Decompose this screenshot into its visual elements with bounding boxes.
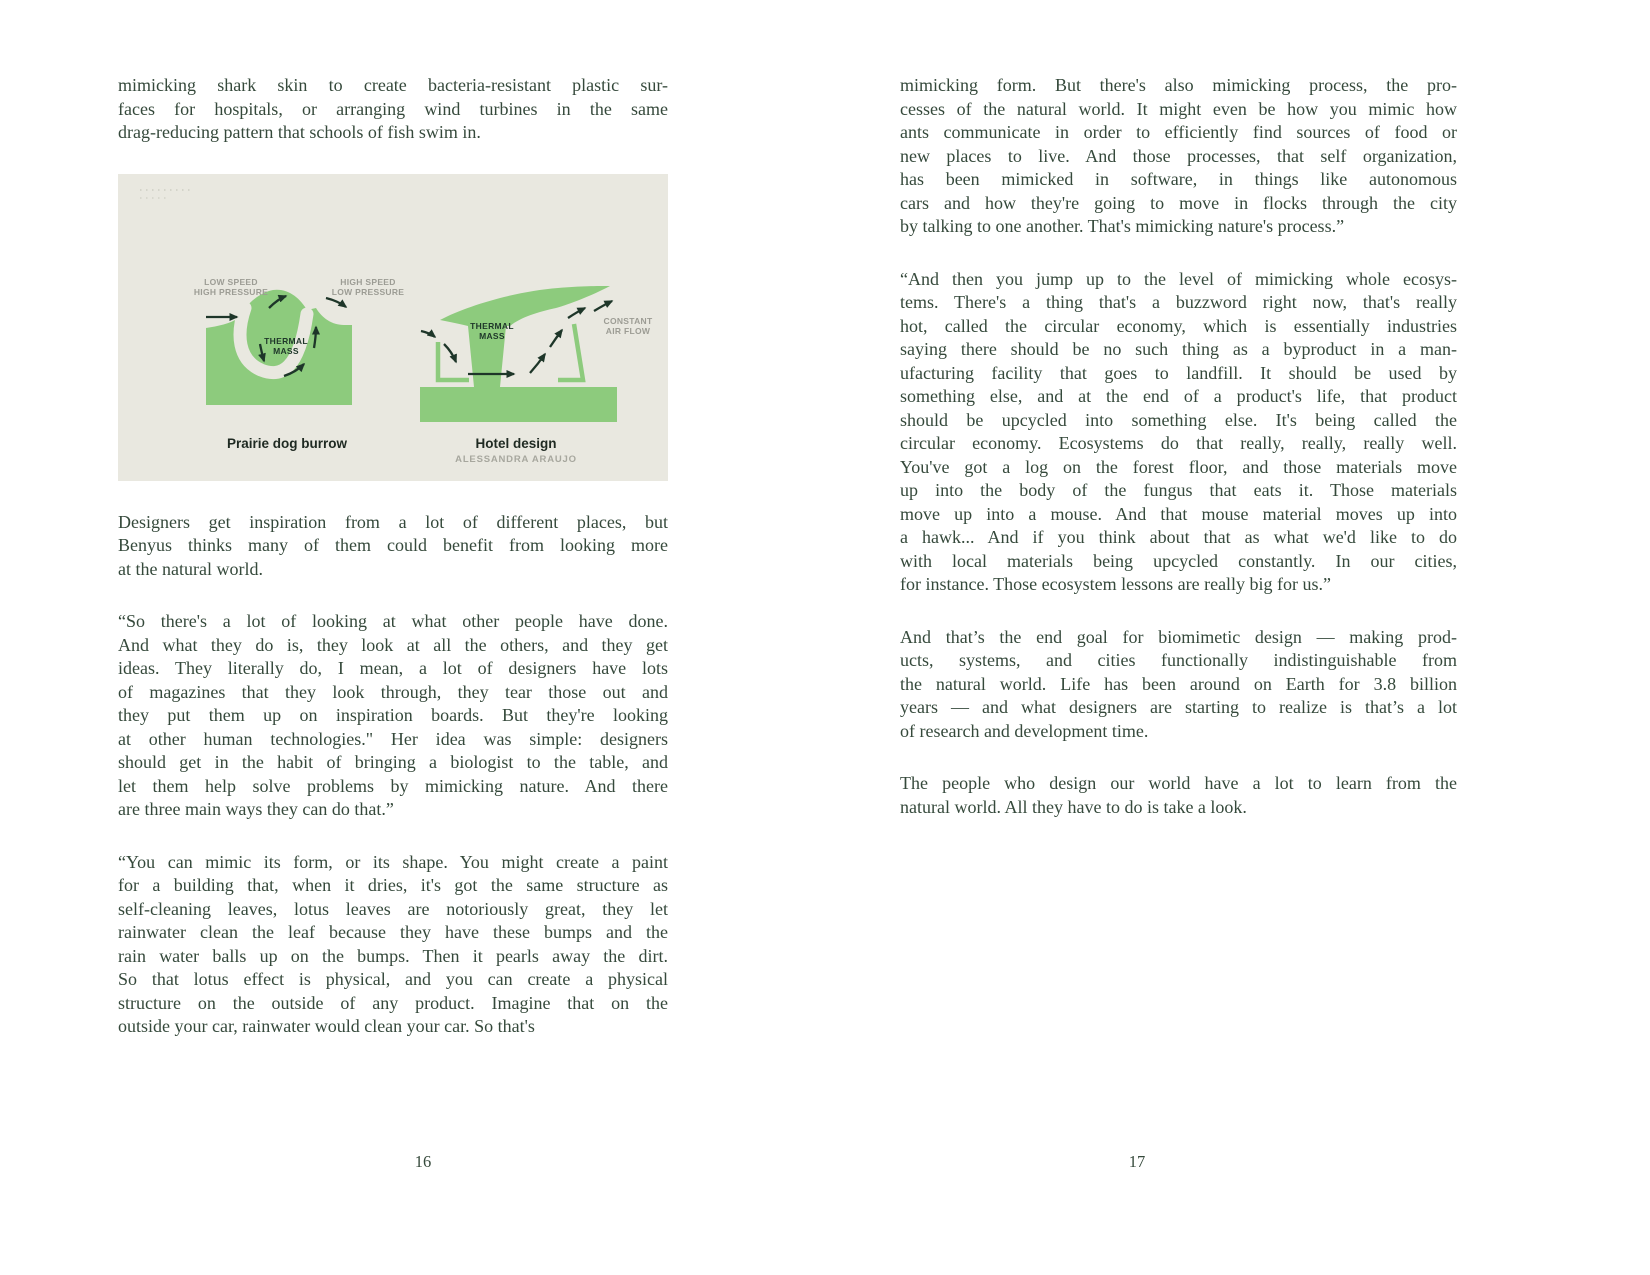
text-line: at the natural world. — [118, 558, 263, 579]
text-line: “You can mimic its form, or its shape. You might create a paint — [118, 851, 668, 872]
text-line: mimicking shark skin to create bacteria-resistant plastic sur- — [118, 75, 668, 95]
high-speed-label-line1: HIGH SPEED — [340, 276, 396, 287]
text-line: cesses of the natural world. It might even be how you mimic how — [900, 98, 1457, 119]
prairie-dog-hotel-diagram — [118, 174, 668, 481]
text-line: circular economy. Ecosystems do that really, really, really well. — [900, 433, 1457, 453]
text-line: ants communicate in order to efficiently find sources of food or — [900, 122, 1457, 142]
paragraph — [118, 74, 668, 145]
text-line: of magazines that they look through, they tear those out and — [118, 681, 668, 702]
text-line: Designers get inspiration from a lot of different places, but — [118, 511, 668, 532]
text-line: saying there should be no such thing as a byproduct in a man- — [900, 339, 1457, 359]
paragraph — [900, 74, 1457, 239]
text-line: Benyus thinks many of them could benefit from looking more — [118, 535, 668, 555]
text-line: with local materials being upcycled constantly. In our cities, — [900, 550, 1457, 571]
text-line: should be upcycled into something else. It's being called the — [900, 409, 1457, 430]
text-line: The people who design our world have a lot to learn from the — [900, 773, 1457, 793]
text-line: faces for hospitals, or arranging wind turbines in the same — [118, 98, 668, 119]
hotel-left-wall — [438, 342, 469, 380]
illustrator-credit: ALESSANDRA ARAUJO — [455, 453, 577, 465]
text-line: mimicking form. But there's also mimicking process, the pro- — [900, 75, 1457, 95]
text-line: rain water balls up on the bumps. Then it pearls away the dirt. — [118, 945, 668, 966]
low-speed-label-line2: HIGH PRESSURE — [193, 286, 269, 297]
text-line: they put them up on inspiration boards. But they're looking — [118, 705, 668, 725]
constant-air-flow-label-line2: AIR FLOW — [605, 325, 651, 336]
text-line: let them help solve problems by mimicking nature. And there — [118, 775, 668, 796]
text-line: of research and development time. — [900, 720, 1149, 741]
text-line: You've got a log on the forest floor, and those materials move — [900, 456, 1457, 477]
text-line: at other human technologies." Her idea was simple: designers — [118, 728, 668, 749]
thermal-mass-label-line2: MASS — [273, 345, 299, 356]
text-line: ucts, systems, and cities functionally indistinguishable from — [900, 650, 1457, 670]
hotel-design-caption: Hotel design — [475, 435, 557, 451]
figure-watermark-dots — [140, 190, 194, 198]
constant-air-flow-label-line1: CONSTANT — [603, 315, 653, 326]
text-line: hot, called the circular economy, which is essentially industries — [900, 315, 1457, 336]
thermal-mass-label-line1: THERMAL — [264, 335, 308, 346]
page-number-right: 17 — [1128, 1152, 1146, 1171]
prairie-dog-burrow-diagram — [194, 277, 404, 451]
text-line: So that lotus effect is physical, and you can create a physical — [118, 969, 668, 989]
text-line: natural world. All they have to do is take a look. — [900, 796, 1247, 817]
paragraph — [118, 610, 668, 822]
text-line: the natural world. Life has been around on Earth for 3.8 billion — [900, 673, 1457, 694]
text-line: new places to live. And those processes, that self organization, — [900, 145, 1457, 166]
hotel-base-platform — [420, 387, 617, 422]
paragraph — [900, 772, 1457, 819]
hotel-thermal-mass-label-line1: THERMAL — [470, 320, 514, 331]
text-line: has been mimicked in software, in things like autonomous — [900, 169, 1457, 189]
paragraph — [900, 626, 1457, 744]
text-line: “So there's a lot of looking at what other people have done. — [118, 611, 668, 631]
text-line: for a building that, when it dries, it's got the same structure as — [118, 875, 668, 895]
text-line: something else, and at the end of a product's life, that product — [900, 386, 1457, 406]
text-line: structure on the outside of any product. Imagine that on the — [118, 992, 668, 1013]
text-line: for instance. Those ecosystem lessons are really big for us.” — [900, 574, 1332, 594]
hotel-right-wall — [558, 324, 583, 380]
text-line: outside your car, rainwater would clean your car. So that's — [118, 1016, 535, 1036]
text-line: a hawk... And if you think about that as what we'd like to do — [900, 527, 1457, 547]
text-line: And what they do is, they look at all the others, and they get — [118, 634, 668, 655]
hotel-thermal-mass-label-line2: MASS — [479, 330, 505, 341]
text-line: should get in the habit of bringing a biologist to the table, and — [118, 752, 668, 772]
text-line: self-cleaning leaves, lotus leaves are notoriously great, they let — [118, 898, 668, 919]
paragraph — [118, 511, 668, 582]
text-line: drag-reducing pattern that schools of fish swim in. — [118, 122, 481, 142]
text-line: cars and how they're going to move in flocks through the city — [900, 192, 1457, 213]
high-speed-label-line2: LOW PRESSURE — [331, 286, 405, 297]
left-page — [118, 0, 668, 1068]
right-page — [900, 0, 1457, 848]
text-line: are three main ways they can do that.” — [118, 799, 394, 819]
paragraph — [118, 851, 668, 1039]
text-line: rainwater clean the leaf because they have these bumps and the — [118, 922, 668, 942]
hotel-design-diagram — [420, 286, 653, 465]
text-line: “And then you jump up to the level of mimicking whole ecosys- — [900, 268, 1457, 289]
hotel-canopy-column-shape — [440, 286, 610, 387]
text-line: up into the body of the fungus that eats it. Those materials — [900, 480, 1457, 500]
prairie-dog-burrow-caption: Prairie dog burrow — [226, 435, 348, 451]
text-line: by talking to one another. That's mimicking nature's process.” — [900, 216, 1345, 236]
text-line: tems. There's a thing that's a buzzword right now, that's really — [900, 292, 1457, 312]
low-speed-label-line1: LOW SPEED — [204, 276, 258, 287]
text-line: ideas. They literally do, I mean, a lot of designers have lots — [118, 658, 668, 678]
paragraph — [900, 268, 1457, 597]
page-number-left: 16 — [414, 1152, 432, 1171]
text-line: ufacturing facility that goes to landfill. It should be used by — [900, 362, 1457, 383]
text-line: And that’s the end goal for biomimetic design — making prod- — [900, 626, 1457, 647]
text-line: years — and what designers are starting to realize is that’s a lot — [900, 697, 1457, 717]
text-line: move up into a mouse. And that mouse material moves up into — [900, 503, 1457, 524]
biomimicry-diagram-figure — [118, 174, 668, 481]
